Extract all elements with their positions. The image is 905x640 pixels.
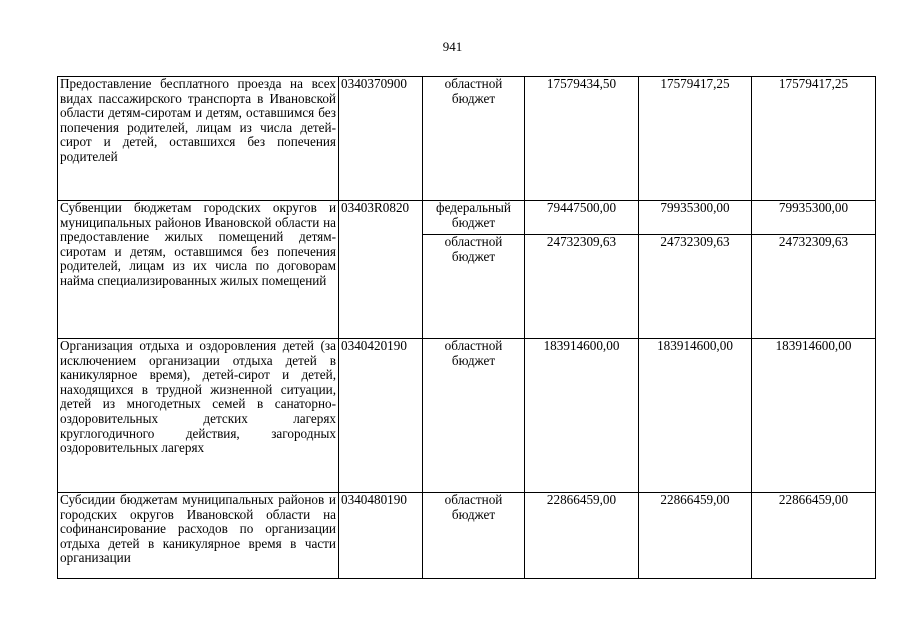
table-row	[58, 201, 876, 235]
row-amount-1: 24732309,63	[525, 235, 639, 339]
row-amount-3: 22866459,00	[752, 493, 876, 579]
row-code: 0340370900	[339, 77, 423, 201]
page-number: 941	[442, 39, 463, 54]
row-amount-2: 22866459,00	[639, 493, 752, 579]
row-amount-2: 17579417,25	[639, 77, 752, 201]
row-amount-3: 79935300,00	[752, 201, 876, 235]
table-row	[58, 77, 876, 201]
row-amount-2: 183914600,00	[639, 339, 752, 493]
row-funding-source: федеральный бюджет	[423, 201, 525, 235]
row-amount-3: 24732309,63	[752, 235, 876, 339]
row-amount-3: 17579417,25	[752, 77, 876, 201]
row-funding-source: областной бюджет	[423, 339, 525, 493]
row-funding-source: областной бюджет	[423, 77, 525, 201]
row-amount-2: 79935300,00	[639, 201, 752, 235]
row-code: 03403R0820	[339, 201, 423, 339]
row-code: 0340420190	[339, 339, 423, 493]
row-description: Предоставление бесплатного проезда на всех видах пассажирского транспорта в Ивановской области детям-сиротам и детям, оставшимся без попечения родителей, лицам из числа детей-сирот и детей, оставшихся без попечения родителей	[58, 77, 339, 201]
row-amount-1: 17579434,50	[525, 77, 639, 201]
table-row	[58, 339, 876, 493]
row-amount-3: 183914600,00	[752, 339, 876, 493]
table-row	[58, 493, 876, 579]
row-description: Субвенции бюджетам городских округов и муниципальных районов Ивановской области на предоставление жилых помещений детям-сиротам и детям, оставшимся без попечения родителей, лицам из их числа по договорам найма специализированных жилых помещений	[58, 201, 339, 339]
row-funding-source: областной бюджет	[423, 235, 525, 339]
row-code: 0340480190	[339, 493, 423, 579]
budget-table	[57, 76, 876, 579]
row-description: Организация отдыха и оздоровления детей (за исключением организации отдыха детей в каникулярное время), детей-сирот и детей, находящихся в трудной жизненной ситуации, детей из многодетных семей в санаторно-оздоровительных детских лагерях круглогодичного действия, загородных оздоровительных лагерях	[58, 339, 339, 493]
row-amount-1: 79447500,00	[525, 201, 639, 235]
row-funding-source: областной бюджет	[423, 493, 525, 579]
row-amount-1: 183914600,00	[525, 339, 639, 493]
row-description: Субсидии бюджетам муниципальных районов и городских округов Ивановской области на софинансирование расходов по организации отдыха детей в каникулярное время в части организации	[58, 493, 339, 579]
row-amount-2: 24732309,63	[639, 235, 752, 339]
row-amount-1: 22866459,00	[525, 493, 639, 579]
